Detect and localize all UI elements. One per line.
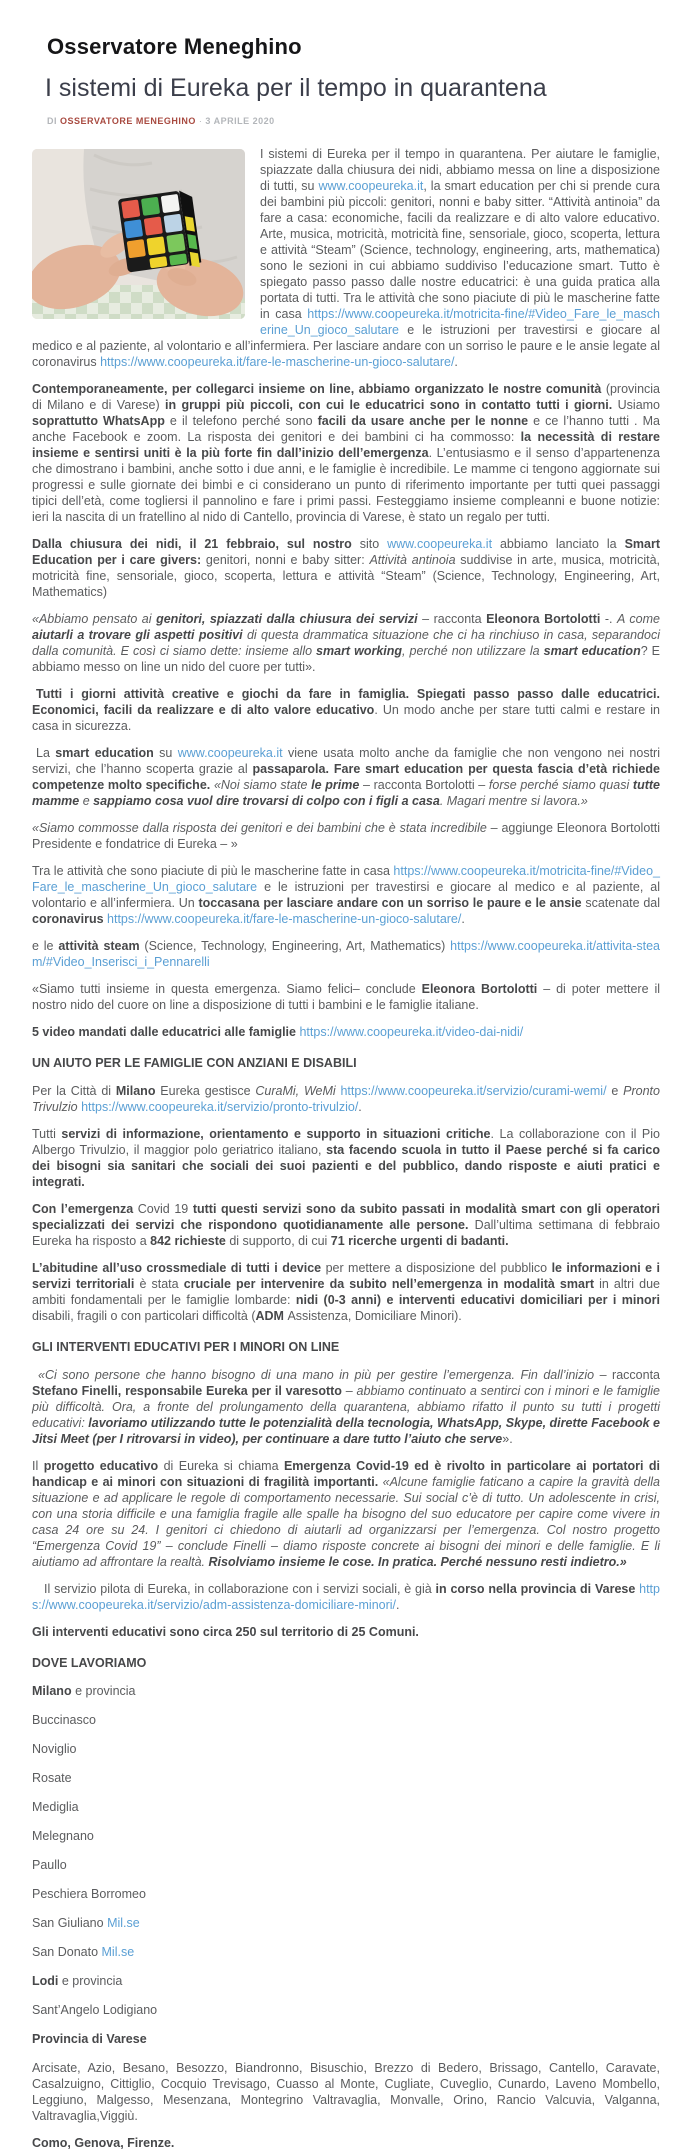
text-run: Contemporaneamente, per collegarci insieme on line, abbiamo organizzato le nostre comunità [32,382,606,396]
text-run: ». [502,1432,513,1446]
text-run: sta facendo scuola in tutto il Paese perché si fa carico dei bisogni sia sanitari che sociali dei suoi pazienti e del pubblico, dando risposte e aiuti pratici e integrati. [32,1143,660,1189]
inline-link[interactable]: https://www.coopeureka.it/servizio/pronto-trivulzio/ [81,1100,359,1114]
text-run: Dall’ultima settimana di febbraio Eureka ha risposto a [32,1218,660,1248]
text-run: facili da usare anche per le nonne [317,414,534,428]
text-run: smart education [543,644,641,658]
paragraph [32,745,660,809]
section-heading [32,1655,660,1671]
inline-link[interactable]: https://www.coopeureka.it/video-dai-nidi/ [299,1025,524,1039]
text-run: Paullo [32,1858,67,1872]
text-run: di questa drammatica situazione che ci ha rinchiuso in casa, separandoci dalla comunità. E così ci siamo dette: insieme allo [32,628,660,658]
text-run: sappiamo cosa vuol dire trovarsi di colpo con i figli a casa [93,794,440,808]
text-run: 71 ricerche urgenti di badanti. [330,1234,509,1248]
text-run: San Giuliano [32,1916,108,1930]
paragraph [32,686,660,734]
inline-link[interactable]: https://www.coopeureka.it/fare-le-mascherine-un-gioco-salutare/ [107,912,462,926]
text-run: le informazioni e i servizi territoriali [32,1261,660,1291]
text-run: Arcisate, Azio, Besano, Besozzo, Biandronno, Bisuschio, Brezzo di Bedero, Brissago, Cantello, Caravate, Casalzuigno, Cittiglio, Cocquio Trevisago, Cuasso al Monte, Cugliate, Cuveglio, Cunardo, Laveno Mombello, Leggiuno, Malgesso, Mesenzana, Montegrino Valtravaglia, Monvalle, Orino, Rancio Valcuvia, Valganna, Valtravaglia,Viggiù. [32,2061,660,2123]
text-run: progetto educativo [43,1459,164,1473]
text-run: servizi di informazione, orientamento e supporto in situazioni critiche [61,1127,491,1141]
text-run: suddivise in arte, musica, motricità, motricità fine, sensoriale, gioco, scoperta, lettura e attività “Steam” (Science, Technology, Engineering, Art, Mathematics) [32,553,661,599]
text-run: Eleonora Bortolotti [486,612,605,626]
list-item [32,1683,660,1699]
text-run: . La collaborazione con il Pio Albergo Trivulzio, il maggior polo geriatrico italiano, [32,1127,660,1157]
text-run: Rosate [32,1771,72,1785]
text-run: toccasana per lasciare andare con un sorriso le paure e le ansie [198,896,586,910]
text-run: in corso nella provincia di Varese [435,1582,640,1596]
text-run: . [454,355,458,369]
paragraph [32,981,660,1013]
byline-separator: · [198,116,203,126]
text-run: soprattutto WhatsApp [32,414,170,428]
text-run: GLI INTERVENTI EDUCATIVI PER I MINORI ON LINE [32,1340,340,1354]
article-paragraphs [32,146,660,2151]
text-run: per mettere a disposizione del pubblico [325,1261,552,1275]
text-run: Gli interventi educativi sono circa 250 sul territorio di 25 Comuni. [32,1625,419,1639]
text-run: attività steam [58,939,145,953]
inline-link[interactable]: https://www.coopeureka.it/fare-le-mascherine-un-gioco-salutare/ [100,355,455,369]
text-run: di Eureka si chiama [163,1459,284,1473]
text-run: Milano [32,1684,76,1698]
article-image [32,149,245,319]
article-title: I sistemi di Eureka per il tempo in quarantena [45,74,547,102]
text-run: . [396,1598,400,1612]
text-run: Peschiera Borromeo [32,1887,146,1901]
byline [47,116,660,127]
text-run: La [36,746,56,760]
text-run: . Un modo anche per stare tutti calmi e restare in casa in sicurezza. [32,703,661,733]
text-run: Buccinasco [32,1713,96,1727]
text-run: genitori, spiazzati dalla chiusura dei servizi [156,612,423,626]
text-run: Risolviamo insieme le cose. In pratica. Perché nessuno resti indietro.» [208,1555,627,1569]
text-run: su [159,746,178,760]
text-run: DOVE LAVORIAMO [32,1656,147,1670]
text-run: viene usata molto anche da famiglie che non vengono nei nostri servizi, che l’hanno scoperta grazie al [32,746,660,776]
text-run: tutte mamme [32,778,660,808]
inline-link[interactable]: www.coopeureka.it [387,537,493,551]
text-run: Eleonora Bortolotti [421,982,544,996]
text-run: – racconta Bortolotti – [363,778,489,792]
author-link[interactable]: OSSERVATORE MENEGHINO [60,116,196,126]
byline-prefix: DI [47,116,57,126]
list-item [32,2031,660,2047]
byline-date: 3 APRILE 2020 [205,116,275,126]
text-run: e [606,1084,624,1098]
text-run: e ce l’hanno tutti . Ma anche Facebook e zoom. La risposta dei genitori e dei bambini ci ha commosso: [32,414,660,444]
text-run: Usiamo [617,398,661,412]
text-run: smart education [55,746,160,760]
text-run: Tutti i giorni attività creative e giochi da fare in famiglia. Spiegati passo passo dalle educatrici. Economici, facili da realizzare e di alto valore educativo [32,687,660,717]
text-run: -. [604,612,618,626]
text-run: lavoriamo utilizzando tutte le potenzialità della tecnologia, WhatsApp, Skype, dirette Facebook e Jitsi Meet (per I ritrovarsi in video), per continuare a dare tutto l’aiuto che serve [32,1416,661,1446]
list-item [32,1828,660,1844]
inline-link[interactable]: https://www.coopeureka.it/motricita-fine/#Video_Fare_le_mascherine_Un_gioco_salutare [260,307,660,337]
paragraph [32,1367,660,1447]
text-run: Smart Education per i care givers: [32,537,660,567]
text-run: forse perché siamo quasi [488,778,633,792]
list-item [32,1944,660,1960]
paragraph [32,1083,660,1115]
paragraph [32,1126,660,1190]
text-run: Pronto Trivulzio [32,1084,660,1114]
text-run: – di poter mettere il nostro nido del cuore on line a disposizione di tutti i bambini e le famiglie italiane. [32,982,661,1012]
text-run: . L’entusiasmo e il senso d’appartenenza che dimostrano i bambini, anche sotto i due anni, e le famiglie è incredibile. Le mamme ci tengono aggiornate sui progressi e sulle giornate dei bimbi e ci considerano un punto di riferimento importante per tutti quei passaggi tipici dell’età, come togliersi il pannolino e fare i primi passi. Festeggiamo insieme compleanni e buone notizie: ieri la nascita di un fratellino al nido di Cantello, provincia di Varese, è stato un regalo per tutti. [32,446,660,524]
text-run: è stata [139,1277,184,1291]
text-run: e provincia [75,1684,136,1698]
inline-link[interactable]: www.coopeureka.it [318,179,424,193]
paragraph [32,1624,660,1640]
text-run: scatenate dal [585,896,660,910]
text-run: 842 richieste [150,1234,230,1248]
text-run: Dalla chiusura dei nidi, il 21 febbraio, sul nostro [32,537,360,551]
inline-link[interactable]: Mil.se [101,1945,135,1959]
text-run: – racconta [599,1368,660,1382]
inline-link[interactable]: https://www.coopeureka.it/servizio/adm-assistenza-domiciliare-minori/ [32,1582,660,1612]
text-run: «Siamo tutti insieme in questa emergenza. Siamo felici– conclude [32,982,422,996]
text-run: Como, Genova, Firenze. [32,2136,175,2150]
text-run: in gruppi più piccoli, con cui le educatrici sono in contatto tutti i giorni. [165,398,618,412]
list-item [32,1799,660,1815]
inline-link[interactable]: https://www.coopeureka.it/motricita-fine/#Video_Fare_le_mascherine_Un_gioco_salutare [32,864,660,894]
text-run: coronavirus [32,912,108,926]
section-heading [32,1339,660,1355]
text-run: (Science, Technology, Engineering, Art, Mathematics) [144,939,451,953]
text-run: . [358,1100,362,1114]
site-title[interactable]: Osservatore Meneghino [47,34,302,59]
rubiks-cube-photo [32,149,245,319]
inline-link[interactable]: https://www.coopeureka.it/servizio/curami-wemi/ [340,1084,607,1098]
text-run: CuraMi, WeMi [255,1084,341,1098]
text-run: Sant’Angelo Lodigiano [32,2003,158,2017]
list-item [32,1973,660,1989]
text-run: aiutarli a trovare gli aspetti positivi [32,628,247,642]
list-item [32,1915,660,1931]
text-run: la necessità di restare insieme e sentirsi uniti è la più forte fin dall’inizio dell’emergenza [32,430,660,460]
text-run: Con l’emergenza [32,1202,138,1216]
text-run: 5 video mandati dalle educatrici alle famiglie [32,1025,300,1039]
text-run: A come [617,612,660,626]
list-item [32,1712,660,1728]
paragraph [32,1024,660,1040]
list-item [32,2002,660,2018]
text-run: e [82,794,94,808]
text-run: Emergenza Covid-19 ed è rivolto in particolare ai portatori di handicap e ai minori con situazioni di fragilità importanti. [32,1459,660,1489]
text-run: e provincia [61,1974,123,1988]
list-item [32,1741,660,1757]
text-run: tutti questi servizi sono da subito passati in modalità smart con gli operatori specializzati dei servizi che rispondono quotidianamente alle persone. [32,1202,660,1232]
text-run: Mediglia [32,1800,79,1814]
text-run: Il servizio pilota di Eureka, in collaborazione con i servizi sociali, è già [44,1582,436,1596]
text-run: ADM [255,1309,288,1323]
text-run: Stefano Finelli, responsabile Eureka per il varesotto [32,1384,346,1398]
text-run: «Siamo commosse dalla risposta dei genitori e dei bambini che è stata incredibile [32,821,491,835]
text-run: , perché non utilizzare la [402,644,544,658]
text-run: «Alcune famiglie faticano a capire la gravità della situazione e ad applicare le regole di comportamento necessarie. Sui social c’è di tutto. Un adolescente in crisi, con una storia difficile e una famiglia fragile alle spalle ha bisogno del suo educatore per capire come vivere in casa 24 ore su 24. I genitori ci chiedono di aiutarli ad organizzarsi per l’emergenza. Col nostro progetto “Emergenza Covid 19” – conclude Finelli – diamo risposte concrete ai bisogni dei minori e delle famiglie. E li aiutiamo ad affrontare la realtà. [32,1475,660,1569]
text-run: di supporto, di cui [229,1234,331,1248]
text-run: «Abbiamo pensato ai [32,612,157,626]
text-run: «Noi siamo state [213,778,312,792]
text-run: – racconta [422,612,487,626]
text-run: Melegnano [32,1829,94,1843]
article-content [32,146,660,2151]
text-run: le prime [311,778,363,792]
text-run: «Ci sono persone che hanno bisogno di una mano in più per gestire l’emergenza. Fin dall’inizio [38,1368,600,1382]
text-run: Per la Città di [32,1084,116,1098]
text-run: smart working [316,644,403,658]
text-run: Lodi [32,1974,62,1988]
text-run: Eureka gestisce [160,1084,256,1098]
list-item [32,1770,660,1786]
paragraph [32,938,660,970]
text-run: ? E abbiamo messo on line un nido del cuore per tutti». [32,644,661,674]
text-run: UN AIUTO PER LE FAMIGLIE CON ANZIANI E DISABILI [32,1056,357,1070]
text-run: Il [32,1459,44,1473]
text-run: – aggiunge Eleonora Bortolotti Presidente e fondatrice di Eureka – » [32,821,660,851]
text-run: Noviglio [32,1742,77,1756]
paragraph [32,1581,660,1613]
text-run: e le istruzioni per travestirsi e giocare al medico e al paziente, al volontario e all’infermiera. Per lasciare andare con un sorriso le paure e le ansie legate al coronavirus [32,323,660,369]
section-heading [32,1055,660,1071]
text-run: nidi (0-3 anni) e interventi educativi domiciliari per i minori [295,1293,660,1307]
list-item [32,1857,660,1873]
paragraph [32,863,660,927]
paragraph [32,2060,660,2124]
paragraph [32,611,660,675]
text-run: Provincia di Varese [32,2032,147,2046]
text-run: Assistenza, Domiciliare Minori). [287,1309,462,1323]
text-run: San Donato [32,1945,102,1959]
text-run: Tra le attività che sono piaciute di più le mascherine fatte in casa [32,864,394,878]
inline-link[interactable]: Mil.se [107,1916,140,1930]
text-run: abbiamo lanciato la [492,537,625,551]
text-run: Tutti [32,1127,62,1141]
text-run: , la smart education per chi si prende cura dei bambini più piccoli: genitori, nonni e baby sitter. “Attività antinoia” da fare a casa: economiche, facili da realizzare e di alto valore educativo. Arte, musica, motricità, motricità fine, sensoriale, gioco, scoperta, lettura e attività “Steam” (Science, technology, engineering, arts, mathematica) sono le sezioni in cui abbiamo suddiviso l’educazione smart. Tutto è spiegato passo passo dalle nostre educatrici: è una guida pratica alla portata di tutti. Tra le attività che sono piaciute di più le mascherine fatte in casa [260,179,660,321]
text-run: e il telefono perché sono [169,414,318,428]
text-run: e le [32,939,59,953]
text-run: e le istruzioni per travestirsi e giocare al medico e al paziente, al volontario e all’infermiera. Un [32,880,660,910]
list-item [32,1886,660,1902]
text-run: – abbiamo continuato a sentirci con i minori e le famiglie più difficoltà. Ora, a fronte del prolungamento della quarantena, abbiamo rifatto il punto su tutti i progetti educativi: [32,1384,660,1430]
text-run: cruciale per intervenire da subito nell’emergenza in modalità smart [183,1277,600,1291]
paragraph [32,1201,660,1249]
text-run: disabili, fragili o con particolari difficoltà ( [32,1309,256,1323]
text-run: L’abitudine all’uso crossmediale di tutti i device [32,1261,326,1275]
text-run: in altri due ambiti fondamentali per le famiglie lombarde: [32,1277,660,1307]
paragraph [32,381,660,525]
text-run: (provincia di Milano e di Varese) [32,382,660,412]
text-run: Attività antinoia [369,553,461,567]
inline-link[interactable]: https://www.coopeureka.it/attivita-steam/#Video_Inserisci_i_Pennarelli [32,939,660,969]
paragraph [32,1458,660,1570]
paragraph [32,2135,660,2151]
text-run: Milano [115,1084,161,1098]
text-run: sito [359,537,388,551]
text-run: I sistemi di Eureka per il tempo in quarantena. Per aiutare le famiglie, spiazzate dalla chiusura dei nidi, abbiamo messa on line a disposizione di tutti, su [260,147,660,193]
inline-link[interactable]: www.coopeureka.it [177,746,283,760]
text-run: Covid 19 [137,1202,193,1216]
text-run: passaparola. Fare smart education per questa fascia d’età richiede competenze molto specifiche. [32,762,660,792]
paragraph [32,820,660,852]
text-run: . Magari mentre si lavora.» [439,794,588,808]
text-run: . [461,912,465,926]
paragraph [32,536,660,600]
text-run: genitori, nonni e baby sitter: [205,553,370,567]
paragraph [32,1260,660,1324]
